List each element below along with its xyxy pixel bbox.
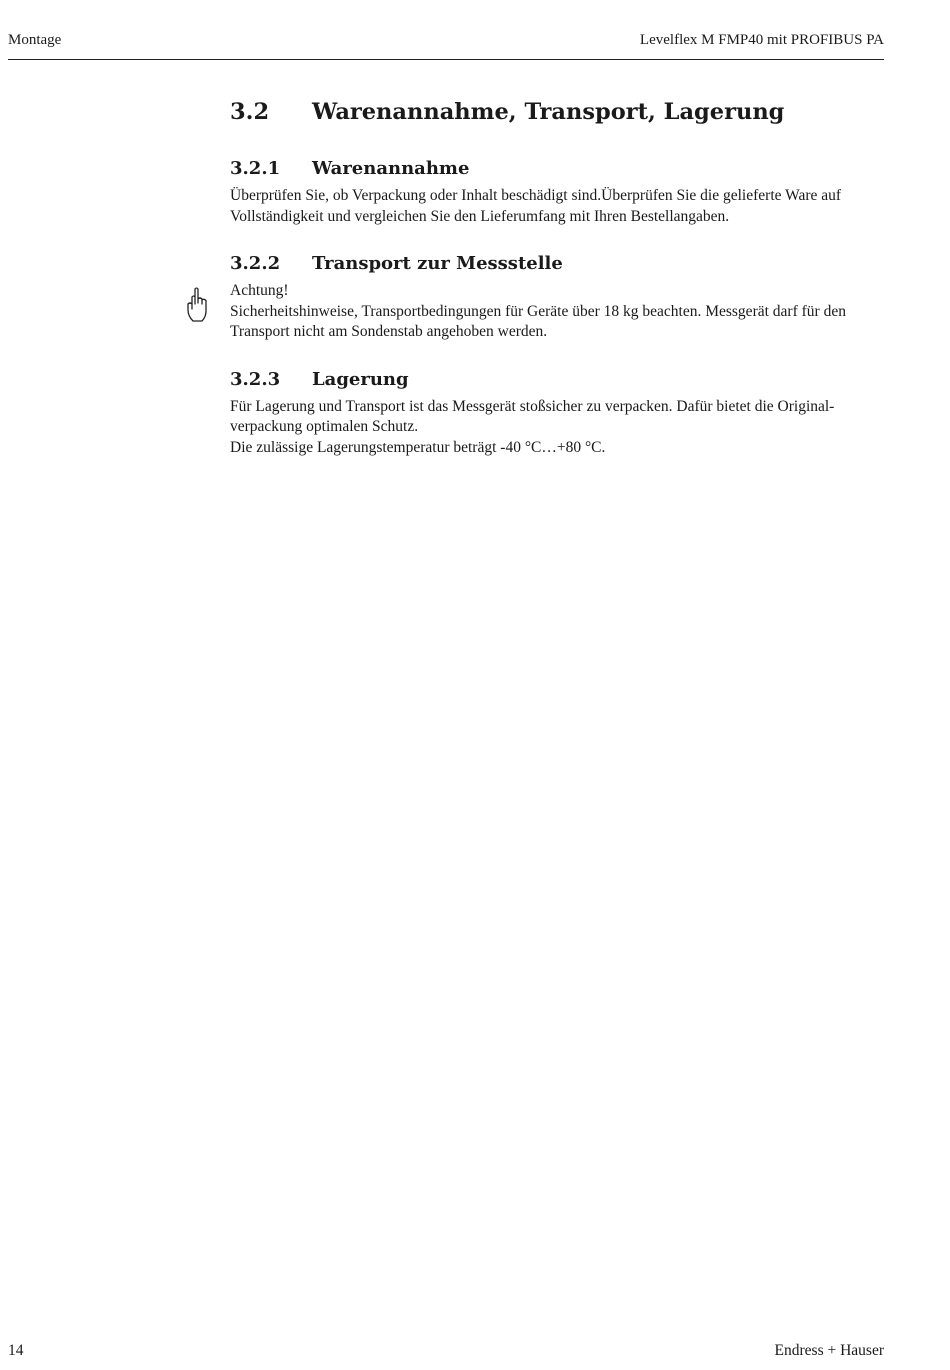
paragraph-line: Die zulässige Lagerungstemperatur beträgt -40 °C…+80 °C. bbox=[230, 438, 606, 456]
header-chapter: Montage bbox=[8, 32, 62, 48]
section-title: Warenannahme, Transport, Lagerung bbox=[312, 99, 785, 125]
paragraph-line: Transport nicht am Sondenstab angehoben werden. bbox=[230, 323, 548, 340]
subsection-number: 3.2.2 bbox=[230, 253, 281, 274]
header-product: Levelflex M FMP40 mit PROFIBUS PA bbox=[639, 32, 884, 48]
page-header bbox=[8, 32, 884, 60]
subsection-title: Warenannahme bbox=[312, 158, 470, 179]
paragraph-line: Überprüfen Sie, ob Verpackung oder Inhalt beschädigt sind.Überprüfen Sie die gelieferte Ware auf bbox=[230, 187, 842, 204]
paragraph-line: Vollständigkeit und vergleichen Sie den Lieferumfang mit Ihren Bestellangaben. bbox=[230, 207, 730, 225]
page-number: 14 bbox=[8, 1342, 24, 1359]
subsection-heading bbox=[230, 249, 885, 279]
paragraph-line: Für Lagerung und Transport ist das Messgerät stoßsicher zu verpacken. Dafür bietet die Original- bbox=[230, 397, 835, 415]
subsection-number: 3.2.1 bbox=[230, 158, 281, 179]
section-number: 3.2 bbox=[230, 99, 270, 125]
subsection-heading bbox=[230, 365, 885, 395]
pointing-hand-icon bbox=[184, 287, 210, 325]
section-heading bbox=[230, 95, 885, 131]
paragraph-line: Sicherheitshinweise, Transportbedingungen für Geräte über 18 kg beachten. Messgerät darf für den bbox=[230, 302, 846, 320]
paragraph-line: verpackung optimalen Schutz. bbox=[230, 418, 419, 435]
page-content bbox=[230, 95, 885, 458]
subsection-title: Lagerung bbox=[312, 368, 409, 390]
footer-brand: Endress + Hauser bbox=[774, 1342, 884, 1359]
subsection-heading bbox=[230, 154, 885, 184]
subsection-title: Transport zur Messstelle bbox=[312, 253, 563, 274]
note-label: Achtung! bbox=[230, 282, 289, 299]
subsection-number: 3.2.3 bbox=[230, 368, 281, 390]
